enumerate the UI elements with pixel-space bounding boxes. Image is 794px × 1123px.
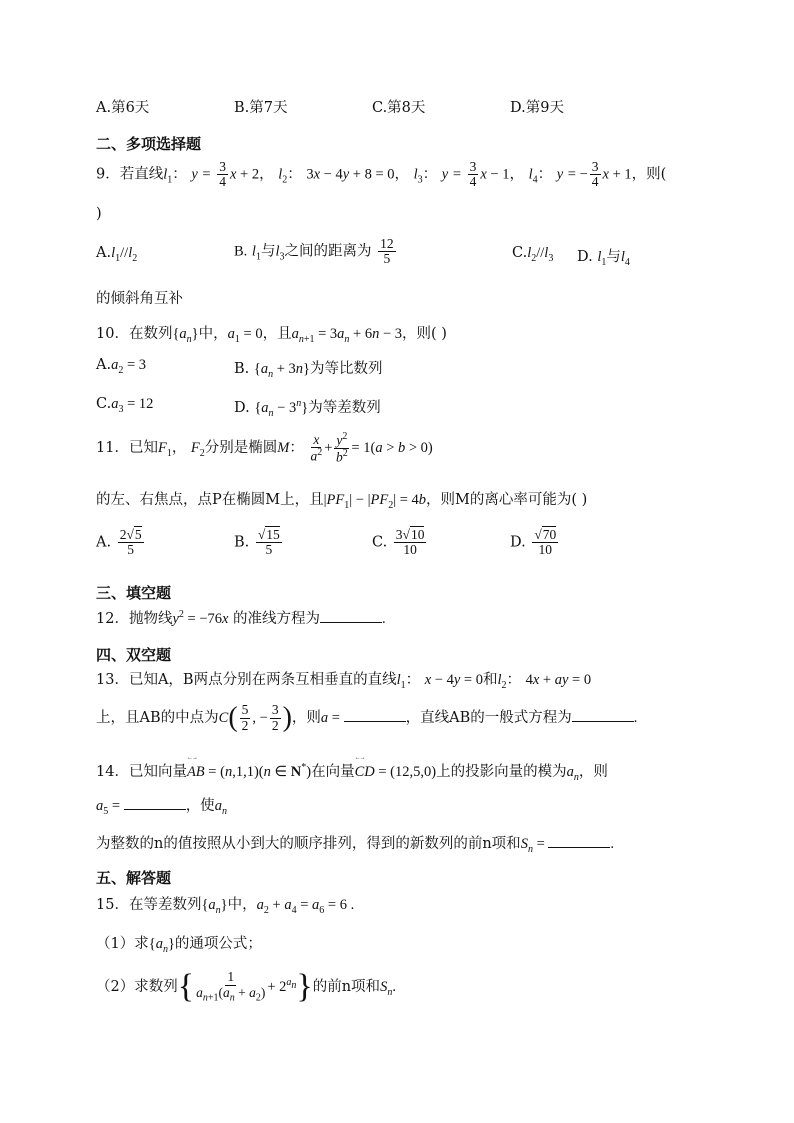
q11-option-c-label: C. [372,534,388,551]
q8-option-a: A.第6天 [96,100,150,116]
q15-part-2-text: 的前n项和 [312,979,381,995]
q14-answer-blank-2[interactable] [548,835,610,848]
q9-option-d: D. $l_1$与$l_4$ [577,249,630,268]
q15-number: 15．在等差数列 [96,897,202,913]
q11-option-d: D. $\frac{√70}{10}$ [510,527,557,558]
q15-part-1-label: （1）求 [96,936,149,952]
q9-option-b-text2: 之间的距离为 [284,243,372,260]
q10-number: 10．在数列 [96,326,173,342]
q9-option-b-text: 与 [260,243,276,260]
q9-option-b: B. $l_1$与$l_3$之间的距离为 $\frac{12}{5}$ [234,236,394,267]
q14-mid: 在向量 [311,764,355,780]
question-10-stem: 10．在数列$\{a_n\}$中，$a_1 = 0$，且$a_{n+1} = 3a_n + 6n - 3$，则( ) [96,326,447,345]
q9-option-d-label: D. [577,249,593,265]
question-14-stem: 14．已知向量←→ AB = (n,1,1)(n ∈ N*)在向量←→ CD = (12,5,0)上的投影向量的模为$a_n$，则 [96,760,608,783]
q12-end: 的准线方程为 [233,611,321,627]
q11-option-d-label: D. [510,534,526,551]
q13-and: 和 [482,672,498,688]
q14-line3-text: 为整数的n的值按照从小到大的顺序排列，得到的新数列的前n项和 [96,836,521,852]
question-13-stem: 13．已知A，B两点分别在两条互相垂直的直线$l_1$： x − 4y = 0和$l_2$： 4x + ay = 0 [96,672,592,691]
q11-number: 11．已知 [96,440,158,457]
q13-line2-text: 上，且AB的中点为 [96,710,219,726]
question-9-stem: 9．若直线$l_1$： y = $\frac{3}{4}$ x + 2， $l_2$： 3x − 4y + 8 = 0， $l_3$： y = $\frac{3}{4}$ x − 1， $l_4$： y = − $\frac{3}{4}$ x + 1，则( [96,159,667,190]
q13-answer-blank-2[interactable] [572,709,634,722]
q11-option-a-label: A. [96,534,112,551]
q11-line2-text: 的左、右焦点，点P在椭圆M上，且 [96,492,324,508]
q9-paren-close: ) [96,206,102,222]
question-12: 12．抛物线$y^2 = -76x$ 的准线方程为 . [96,609,386,627]
q14-answer-blank-1[interactable] [124,797,186,810]
q11-option-c: C. $\frac{3√10}{10}$ [372,527,425,558]
section-heading-double-blank: 四、双空题 [96,646,172,664]
q8-option-d: D.第9天 [510,100,564,116]
q14-mid2: 上的投影向量的模为 [436,764,567,780]
q14-line3: 为整数的n的值按照从小到大的顺序排列，得到的新数列的前n项和$S_n$ = . [96,836,614,855]
q14-end: ，则 [578,764,608,780]
q13-number: 13．已知A，B两点分别在两条互相垂直的直线 [96,672,397,688]
q9-number: 9．若直线 [96,166,164,183]
q9-option-c-label: C. [512,245,528,261]
q10-option-a: $A.a_2 = 3$ [96,357,147,376]
q14-line2: $a_5$ = ，使$a_n$ [96,798,227,817]
q13-line2-end: ，直线AB的一般式方程为 [405,710,572,726]
q11-option-a: A. $\frac{2√5}{5}$ [96,527,142,558]
q15-part-1: （1）求$\{a_n\}$的通项公式； [96,936,262,955]
q10-mid: 中， [198,326,228,342]
q15-mid: 中， [227,897,257,913]
q13-answer-blank-1[interactable] [344,709,406,722]
q10-option-d: D. $\{a_n - 3^n\}$为等差数列 [234,398,381,419]
q11-option-b: B. $\frac{√15}{5}$ [234,527,280,558]
q10-option-c: $C.a_3 = 12$ [96,396,154,415]
section-heading-solution: 五、解答题 [96,869,172,887]
q11-line2: 的左、右焦点，点P在椭圆M上，且$|PF_1| - |PF_2| = 4b$，则M的离心率可能为( ) [96,492,588,511]
q14-line2-text: ，使 [185,798,215,814]
q9-stem-end: ，则( [631,166,667,183]
q11-mid: 分别是椭圆 [204,440,278,457]
q10-mid2: ，且 [262,326,292,342]
q13-line2-mid: ，则 [291,710,321,726]
q11-line2-end: ，则M的离心率可能为( ) [426,492,588,508]
q10-end: ，则( ) [402,326,447,342]
q10-option-c-label: C. [96,396,112,412]
section-heading-fill-in: 三、填空题 [96,584,172,602]
q8-option-c: C.第8天 [372,100,426,116]
q9-option-a: $A.l_1//l_2$ [96,245,138,264]
q12-answer-blank[interactable] [320,610,382,623]
q14-number: 14．已知向量 [96,764,187,780]
question-11-stem: 11．已知$F_1$， $F_2$分别是椭圆M： $\frac{x}{a^2}$ + $\frac{y^2}{b^2}$ = 1(a > b > 0) [96,431,433,465]
q10-option-d-label: D. [234,400,250,416]
q9-option-d-text: 与 [606,249,621,265]
q12-number: 12．抛物线 [96,611,173,627]
q10-option-b: B. $\{a_n + 3n\}$为等比数列 [234,361,383,380]
q10-option-b-label: B. [234,361,250,377]
q15-part-1-text: 的通项公式； [174,936,262,952]
q9-option-c: $C.l_2//l_3$ [512,245,554,264]
q10-option-d-text: 为等差数列 [308,400,381,416]
q8-option-b: B.第7天 [234,100,288,116]
question-15-stem: 15．在等差数列$\{a_n\}$中，$a_2 + a_4 = a_6 = 6$ . [96,897,355,916]
q9-option-d-wrap: 的倾斜角互补 [96,291,183,307]
section-heading-multiple-choice: 二、多项选择题 [96,135,202,153]
q10-option-a-label: A. [96,357,112,373]
q9-option-a-label: A. [96,245,112,261]
q11-option-b-label: B. [234,534,250,551]
q15-part-2: （2）求数列{ $\frac{1}{a_{n+1}(a_n + a_2)}$ + $2^{a_n}$}的前n项和$S_n$. [96,968,396,1005]
q10-option-b-text: 为等比数列 [310,361,383,377]
q15-part-2-label: （2）求数列 [96,979,178,995]
q13-line2: 上，且AB的中点为C( $\frac{5}{2}$ , − $\frac{3}{2}$ )，则a = ，直线AB的一般式方程为 . [96,702,638,733]
